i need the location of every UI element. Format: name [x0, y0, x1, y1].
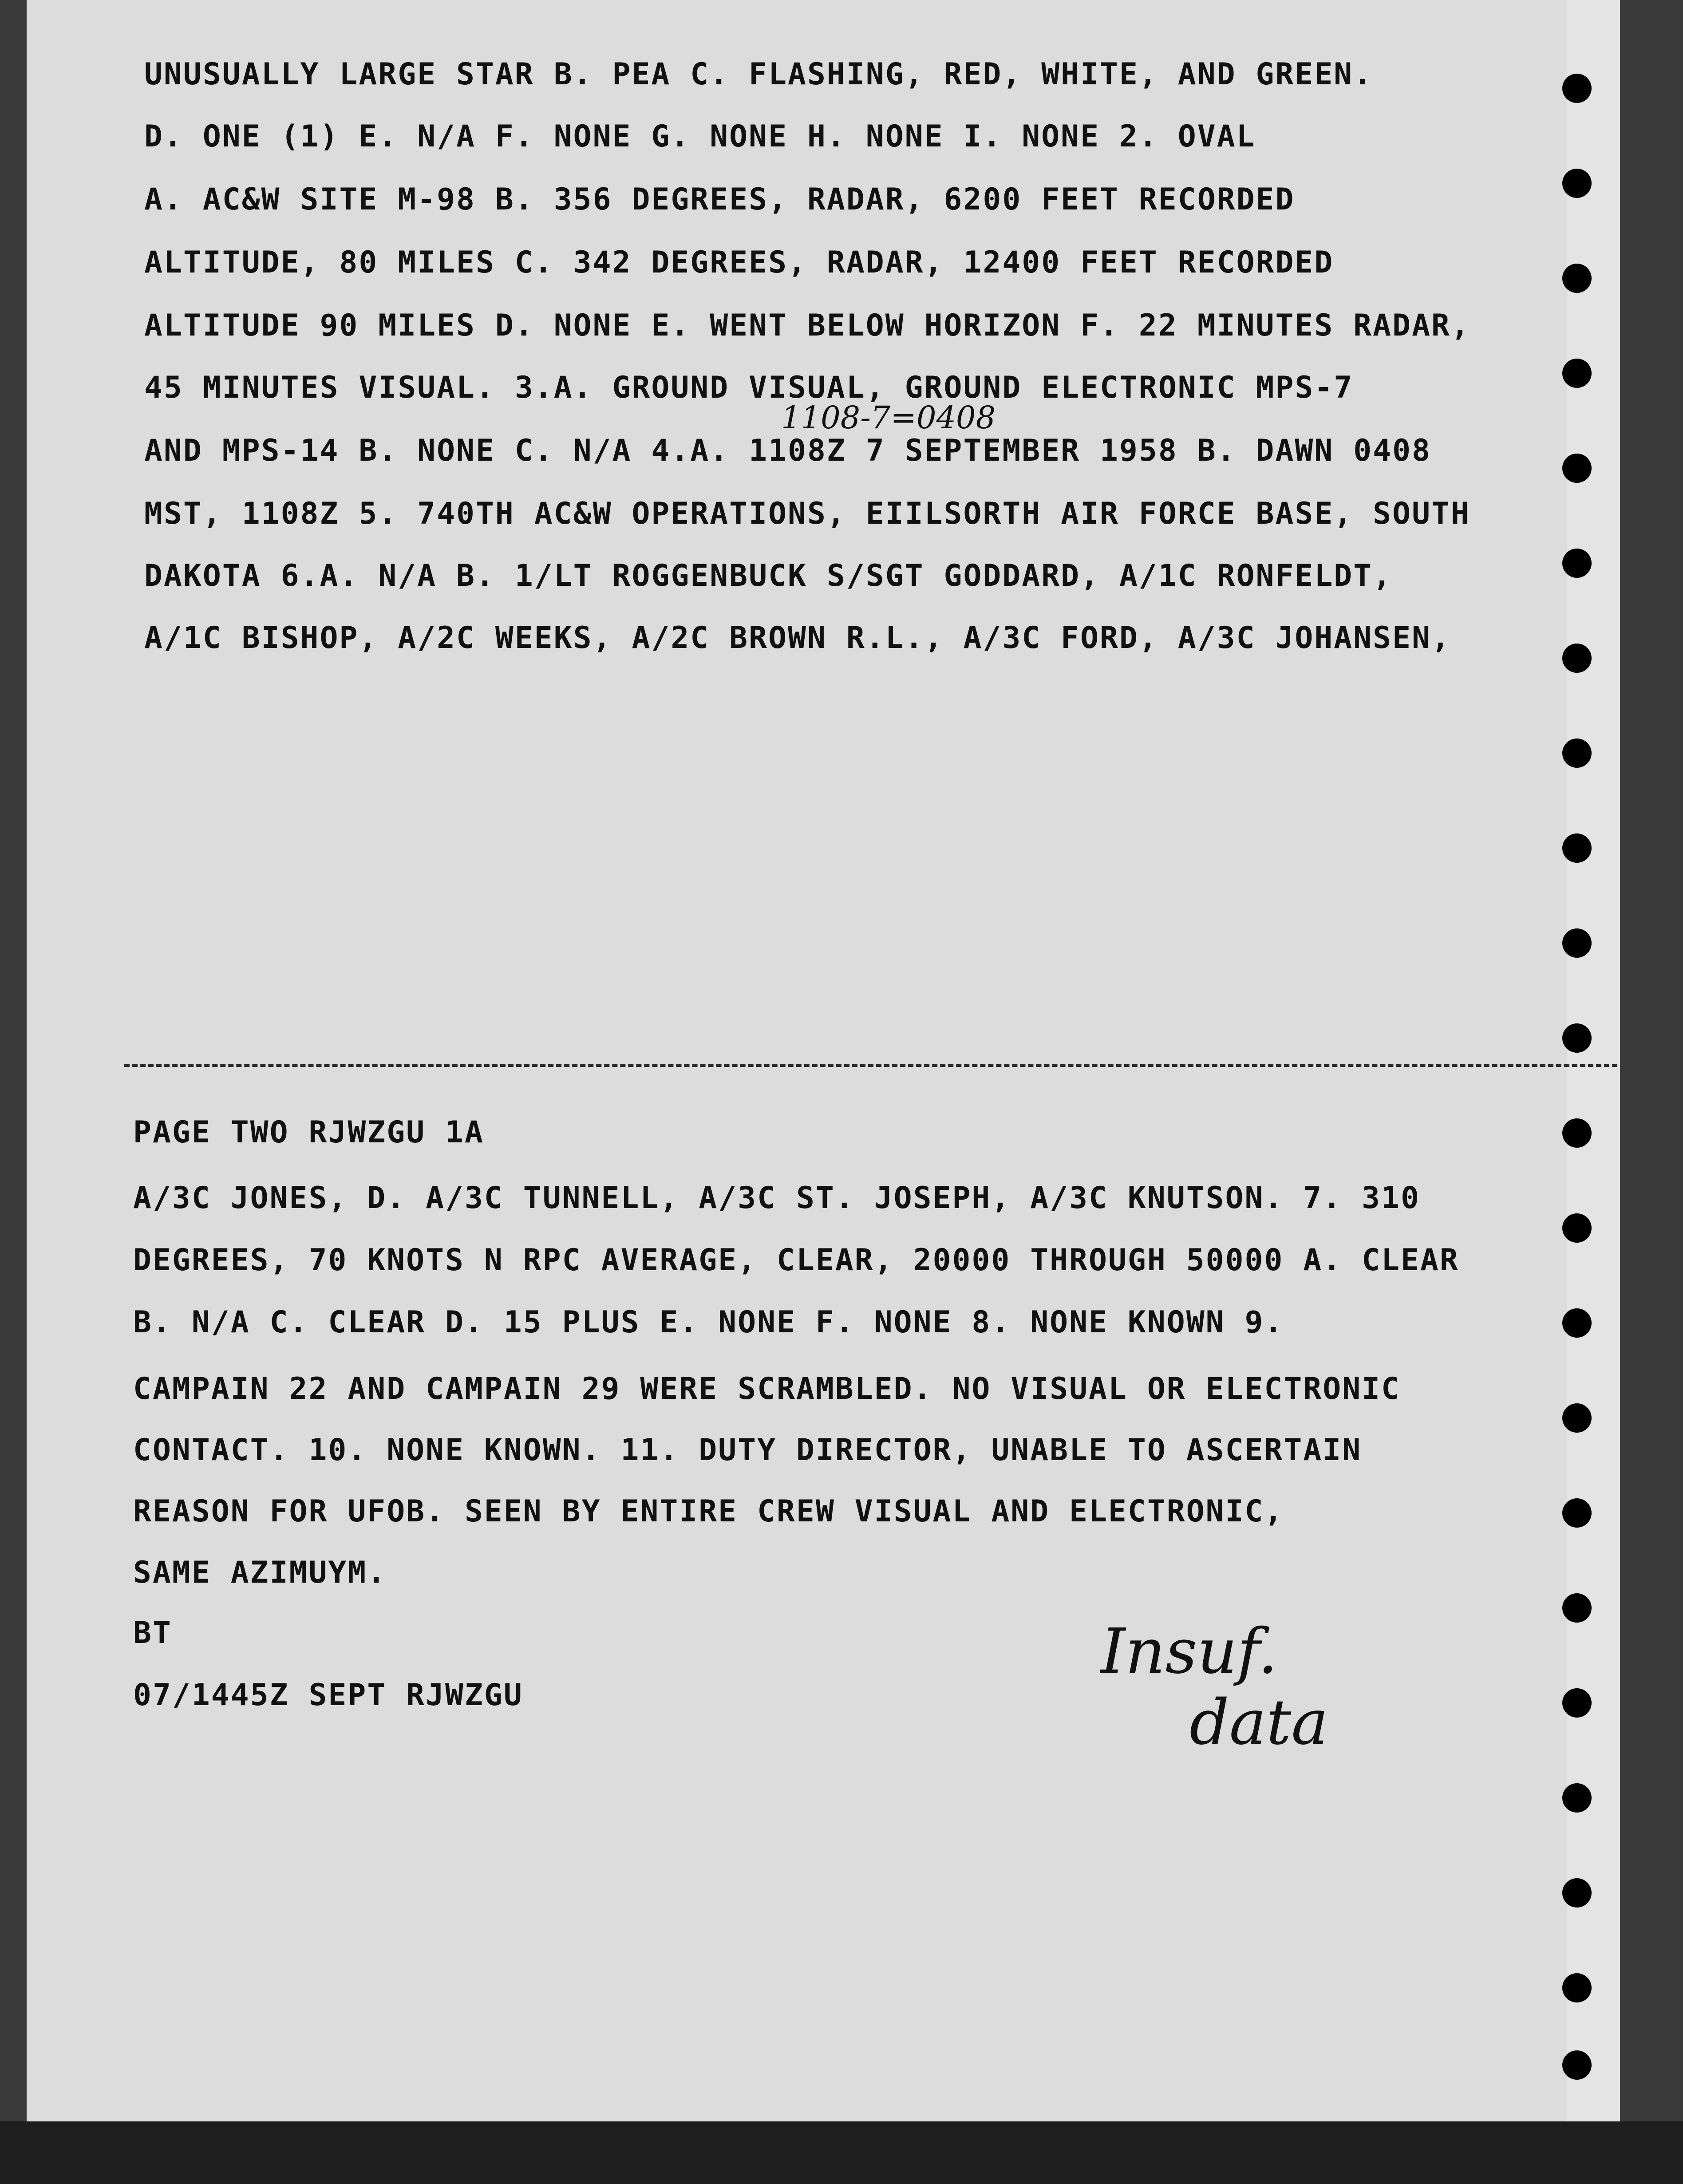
line-2-4: B. N/A C. CLEAR D. 15 PLUS E. NONE F. NONE 8. NONE KNOWN 9. [133, 1305, 1284, 1340]
line-2-2: A/3C JONES, D. A/3C TUNNELL, A/3C ST. JOSEPH, A/3C KNUTSON. 7. 310 [133, 1181, 1421, 1216]
feed-hole [1562, 1498, 1592, 1528]
feed-hole [1562, 74, 1592, 103]
line-1-9: DAKOTA 6.A. N/A B. 1/LT ROGGENBUCK S/SGT GODDARD, A/1C RONFELDT, [144, 558, 1393, 593]
line-2-6: CONTACT. 10. NONE KNOWN. 11. DUTY DIRECTOR, UNABLE TO ASCERTAIN [133, 1433, 1362, 1468]
feed-hole [1562, 169, 1592, 198]
feed-hole [1562, 2050, 1592, 2080]
feed-hole [1562, 1023, 1592, 1053]
feed-hole [1562, 1878, 1592, 1908]
feed-hole [1562, 1593, 1592, 1623]
line-1-6: 45 MINUTES VISUAL. 3.A. GROUND VISUAL, GROUND ELECTRONIC MPS-7 [144, 370, 1354, 405]
feed-hole [1562, 454, 1592, 483]
line-1-5: ALTITUDE 90 MILES D. NONE E. WENT BELOW HORIZON F. 22 MINUTES RADAR, [144, 308, 1470, 343]
feed-hole [1562, 644, 1592, 673]
line-2-7: REASON FOR UFOB. SEEN BY ENTIRE CREW VISUAL AND ELECTRONIC, [133, 1494, 1284, 1529]
line-1-8: MST, 1108Z 5. 740TH AC&W OPERATIONS, EIILSORTH AIR FORCE BASE, SOUTH [144, 496, 1470, 531]
feed-hole [1562, 833, 1592, 863]
handwritten-time-calc: 1108-7=0408 [781, 399, 996, 436]
feed-hole [1562, 1308, 1592, 1338]
feed-hole [1562, 928, 1592, 958]
line-2-8: SAME AZIMUYM. [133, 1555, 387, 1590]
line-1-1: UNUSUALLY LARGE STAR B. PEA C. FLASHING, RED, WHITE, AND GREEN. [144, 57, 1373, 92]
line-1-3: A. AC&W SITE M-98 B. 356 DEGREES, RADAR, 6200 FEET RECORDED [144, 182, 1295, 217]
line-1-7: AND MPS-14 B. NONE C. N/A 4.A. 1108Z 7 SEPTEMBER 1958 B. DAWN 0408 [144, 433, 1432, 468]
handwritten-note-insuf: Insuf. [1101, 1615, 1278, 1688]
document-page [27, 0, 1620, 2121]
line-2-3: DEGREES, 70 KNOTS N RPC AVERAGE, CLEAR, 20000 THROUGH 50000 A. CLEAR [133, 1243, 1459, 1278]
line-2-9: BT [133, 1615, 172, 1651]
page-separator [124, 1064, 1620, 1067]
feed-hole [1562, 359, 1592, 388]
feed-hole [1562, 1213, 1592, 1243]
line-1-2: D. ONE (1) E. N/A F. NONE G. NONE H. NONE I. NONE 2. OVAL [144, 119, 1256, 154]
feed-hole [1562, 1783, 1592, 1813]
line-1-4: ALTITUDE, 80 MILES C. 342 DEGREES, RADAR, 12400 FEET RECORDED [144, 245, 1334, 280]
feed-hole [1562, 739, 1592, 768]
line-2-1: PAGE TWO RJWZGU 1A [133, 1115, 484, 1150]
line-1-10: A/1C BISHOP, A/2C WEEKS, A/2C BROWN R.L., A/3C FORD, A/3C JOHANSEN, [144, 620, 1451, 656]
handwritten-note-data: data [1189, 1686, 1328, 1759]
feed-hole [1562, 1973, 1592, 2002]
feed-hole [1562, 264, 1592, 293]
feed-hole [1562, 1403, 1592, 1433]
line-2-5: CAMPAIN 22 AND CAMPAIN 29 WERE SCRAMBLED. NO VISUAL OR ELECTRONIC [133, 1371, 1401, 1406]
line-2-10: 07/1445Z SEPT RJWZGU [133, 1678, 523, 1713]
feed-hole [1562, 1688, 1592, 1718]
feed-hole [1562, 549, 1592, 578]
feed-hole [1562, 1118, 1592, 1148]
scan-bottom-edge [0, 2121, 1683, 2184]
